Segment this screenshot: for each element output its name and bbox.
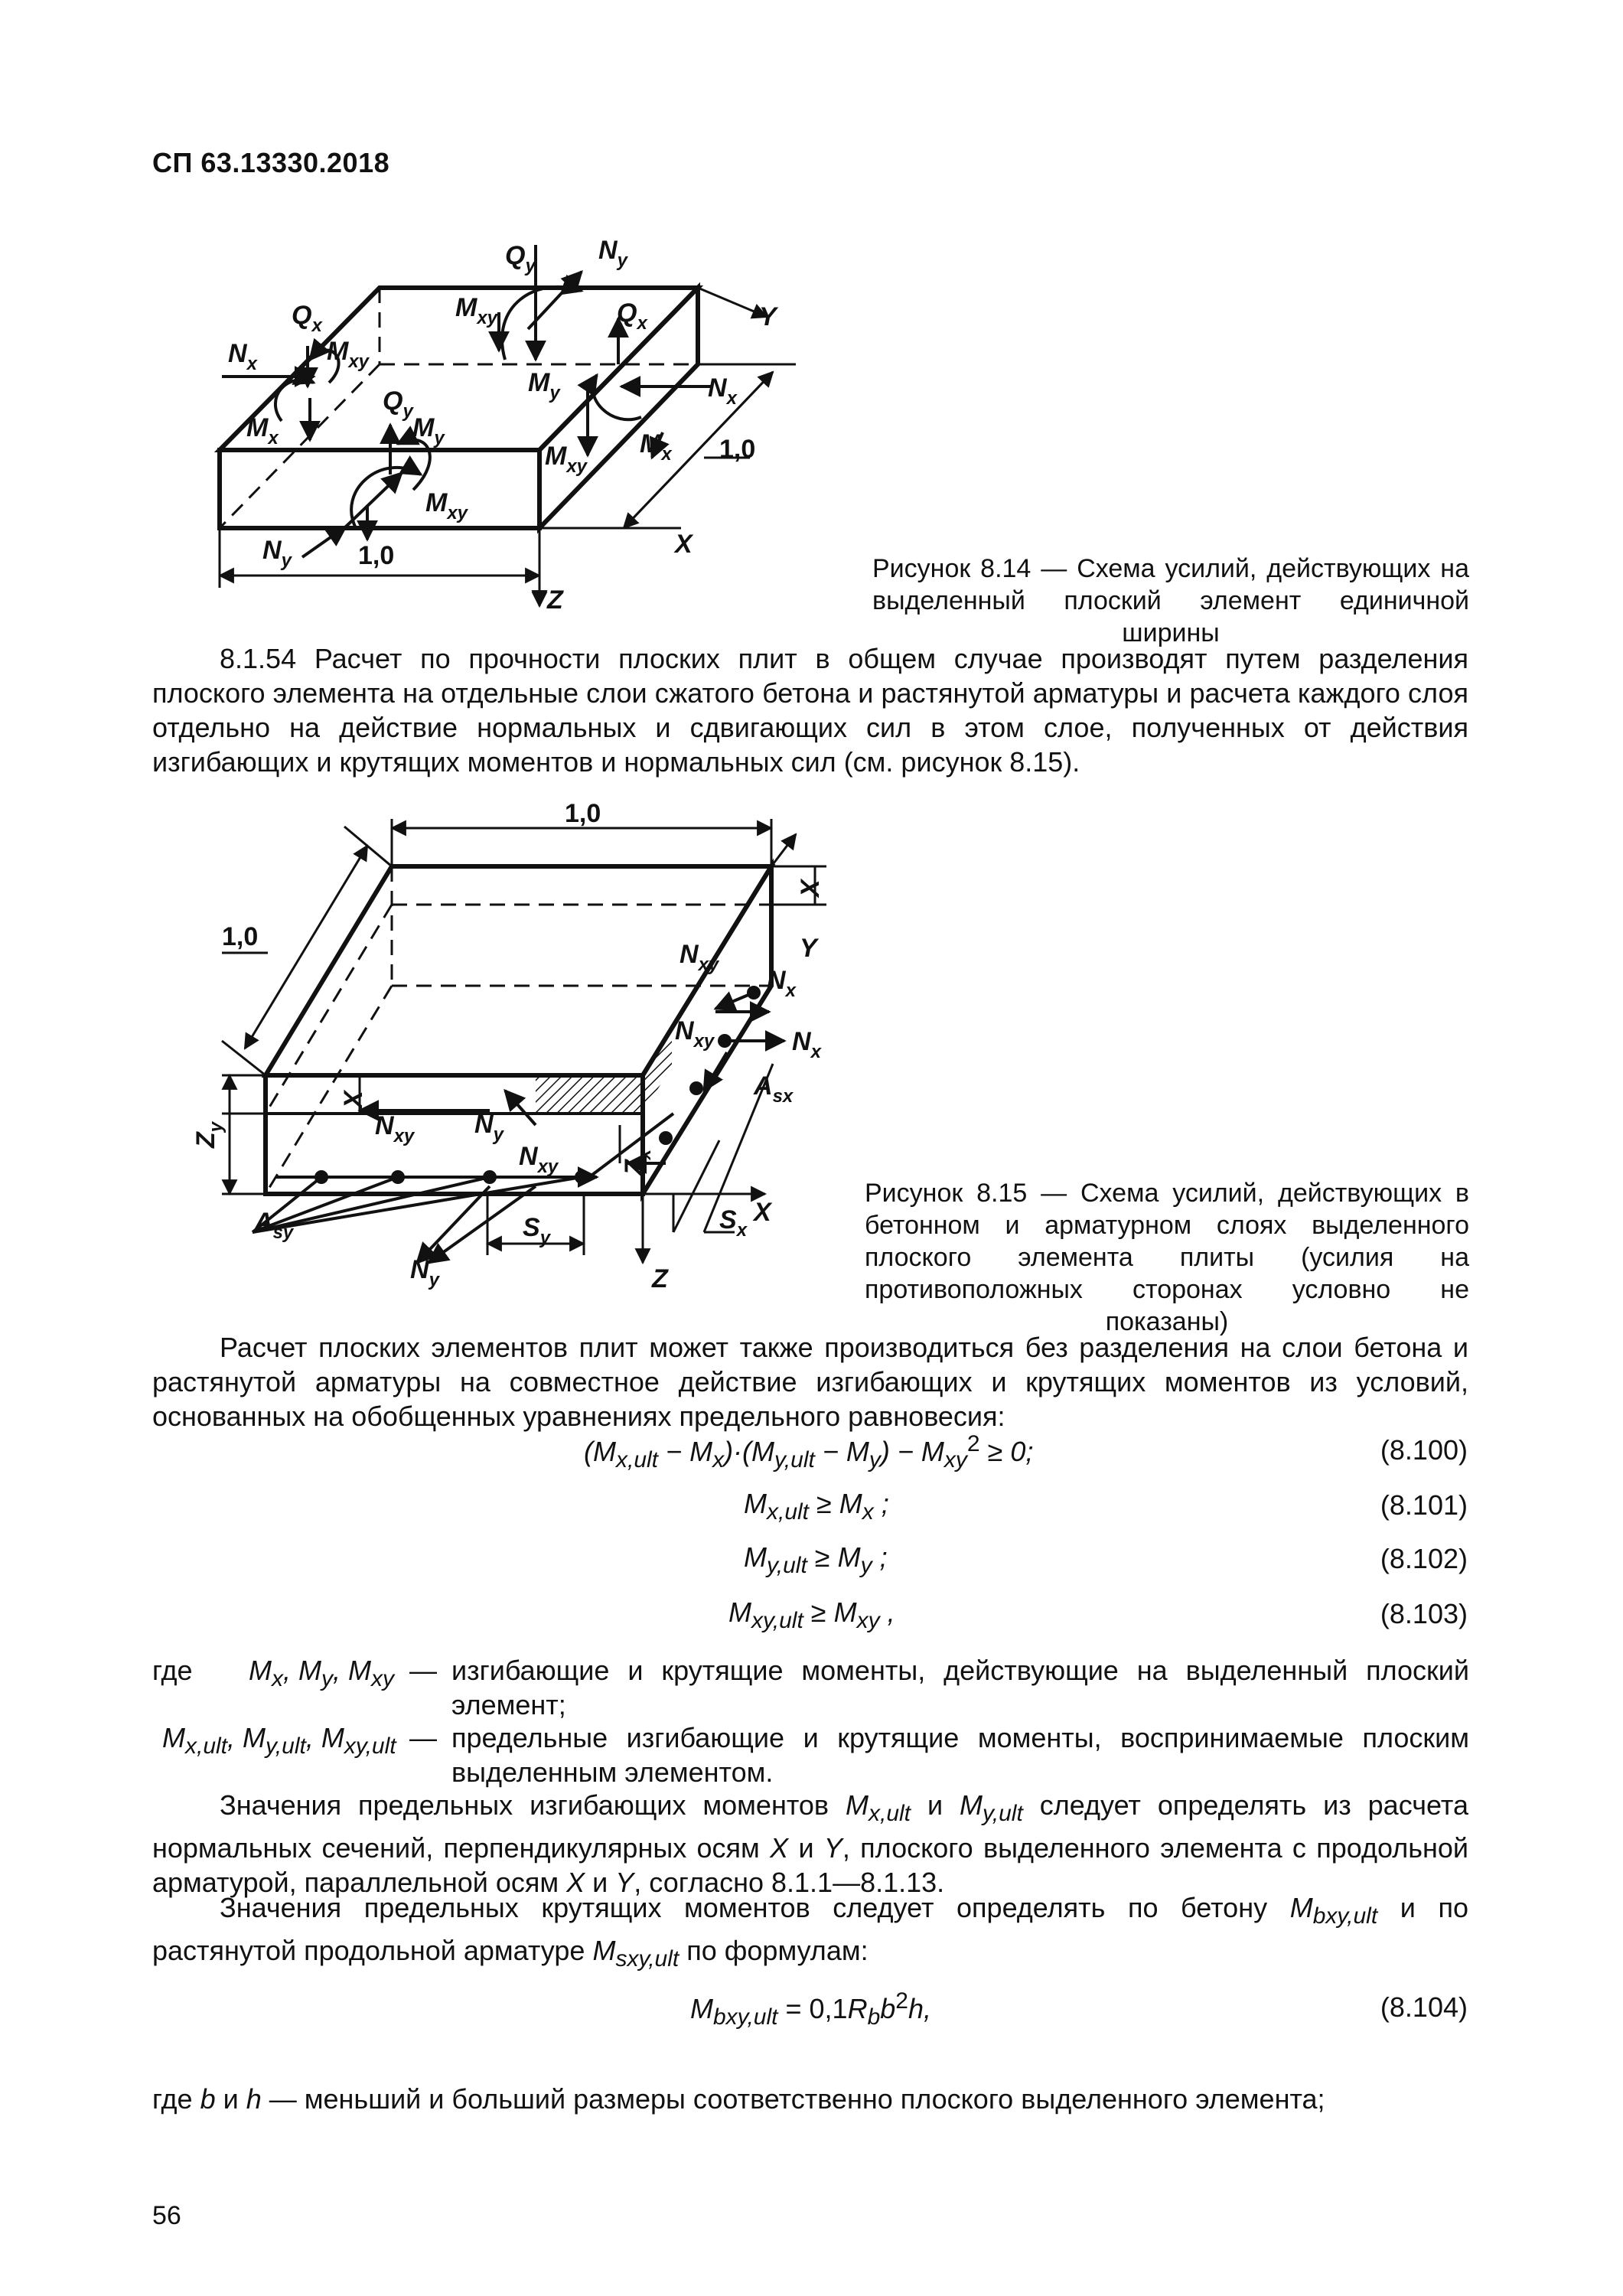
fig814-label-ny-front: $N_y$: [262, 536, 292, 571]
formula-8-102-number: (8.102): [1380, 1543, 1468, 1574]
last-line-definitions: где b и h — меньший и больший размеры соответственно плоского выделенного элемента;: [152, 2083, 1325, 2115]
page-number: 56: [152, 2201, 181, 2230]
formula-8-103-number: (8.103): [1380, 1598, 1468, 1629]
fig815-axis-x: X: [754, 1198, 771, 1227]
fig814-label-qx-left: $Q_x$: [292, 301, 322, 336]
fig815-nx-2: $N_x$: [792, 1027, 821, 1062]
fig814-label-my-top: $M_y$: [528, 368, 560, 403]
fig815-nx-1: $N_x$: [767, 966, 796, 1001]
fig815-asx: $A_{sx}$: [754, 1071, 794, 1107]
fig815-nxy-1: $N_{xy}$: [680, 940, 719, 975]
fig814-label-nx-left: $N_x$: [228, 339, 257, 374]
fig815-zx: $Z_x$: [620, 1149, 655, 1176]
fig815-zy: $Z_y$: [191, 1121, 227, 1148]
fig814-label-mxy-left: $M_{xy}$: [327, 337, 370, 372]
fig815-dim-left: 1,0: [222, 922, 259, 951]
fig814-label-ny-top: $N_y$: [598, 236, 627, 271]
fig814-label-nx-right: $N_x$: [708, 373, 737, 409]
formula-8-103: $M_{xy,ult} \ge M_{xy}$ ,: [728, 1596, 895, 1634]
fig815-x-right: X: [796, 879, 825, 897]
fig814-label-mxy-front: $M_{xy}$: [425, 488, 468, 523]
fig815-asy: $A_{sy}$: [254, 1208, 294, 1243]
fig814-label-mxy-top: $M_{xy}$: [455, 293, 498, 328]
fig814-label-qy-top: $Q_y$: [505, 241, 536, 276]
definition-2-dash: —: [409, 1722, 437, 1753]
front-face: [220, 450, 539, 528]
fig814-label-mxy-right: $M_{xy}$: [545, 442, 588, 477]
formula-8-101: $M_{x,ult} \ge M_x$ ;: [744, 1488, 889, 1525]
fig815-nxy-4: $N_{xy}$: [519, 1142, 559, 1177]
fig814-label-mx-left: $M_x$: [246, 413, 279, 448]
fig814-label-qy-front: $Q_y$: [383, 386, 413, 422]
paragraph-values-torsion: Значения предельных крутящих моментов следует определять по бетону $M_{bxy,ult}$ и по растянутой продольной арматуре $M_{sxy,ult}$ по формулам:: [152, 1892, 1468, 1972]
figure-8-14-diagram: [0, 0, 1623, 628]
fig815-nxy-2: $N_{xy}$: [675, 1016, 715, 1052]
fig814-axis-z: Z: [547, 585, 563, 615]
paragraph-values-limit-moments: Значения предельных изгибающих моментов $M_{x,ult}$ и $M_{y,ult}$ следует определять из расчета нормальных сечений, перпендикулярных осям X и Y, плоского выделенного элемента с продольной арматурой, параллельной осям X и Y, согласно 8.1.1—8.1.13.: [152, 1789, 1468, 1899]
definition-where: где: [152, 1655, 193, 1686]
definition-1-symbols: $M_x$, $M_y$, $M_{xy}$: [249, 1655, 394, 1692]
document-header: СП 63.13330.2018: [152, 147, 390, 178]
definition-2-symbols: $M_{x,ult}$, $M_{y,ult}$, $M_{xy,ult}$: [162, 1722, 396, 1760]
formula-8-104: $M_{bxy,ult} = 0,1R_bb^2h$,: [690, 1988, 932, 2030]
fig815-ny-1: $N_y$: [474, 1110, 504, 1145]
figure-8-15-caption: Рисунок 8.15 — Схема усилий, действующих в бетонном и арматурном слоях выделенного плоского элемента плиты (усилия на противоположных сторонах условно не показаны): [865, 1179, 1469, 1336]
fig815-sx: $S_x$: [719, 1205, 748, 1241]
definition-1-text: изгибающие и крутящие моменты, действующие на выделенный плоский элемент;: [451, 1655, 1469, 1720]
fig815-dim-top: 1,0: [565, 804, 601, 828]
formula-8-102: $M_{y,ult} \ge M_y$ ;: [744, 1541, 888, 1579]
fig815-axis-z: Z: [652, 1264, 668, 1293]
fig814-label-my-front: $M_y$: [412, 413, 445, 448]
formula-8-100-number: (8.100): [1380, 1434, 1468, 1466]
paragraph-general: Расчет плоских элементов плит может также производиться без разделения на слои бетона и растянутой арматуры на совместное действие изгибающих и крутящих моментов из условий, основанных на обобщенных уравнениях предельного равновесия:: [152, 1332, 1468, 1432]
formula-8-100: $(M_{x,ult} - M_x)\cdot(M_{y,ult} - M_y) - M_{xy}^2 \ge 0$;: [584, 1431, 1034, 1473]
fig815-x-left: X: [339, 1091, 368, 1108]
fig814-label-qx-right: $Q_x$: [617, 298, 647, 334]
figure-8-14-caption: Рисунок 8.14 — Схема усилий, действующих на выделенный плоский элемент единичной ширины: [872, 554, 1469, 647]
fig814-axis-y: Y: [759, 302, 777, 331]
fig815-sy: $S_y$: [523, 1213, 551, 1248]
fig814-axis-x: X: [675, 530, 693, 559]
fig815-axis-y: Y: [800, 934, 817, 963]
paragraph-8-1-54: 8.1.54 Расчет по прочности плоских плит в общем случае производят путем разделения плоского элемента на отдельные слои сжатого бетона и растянутой арматуры и расчета каждого слоя отдельно на действие нормальных и сдвигающих сил в этом слое, полученных от действия изгибающих и крутящих моментов и нормальных сил (см. рисунок 8.15).: [152, 643, 1468, 778]
fig815-ny-2: $N_y$: [410, 1255, 439, 1290]
definition-1-dash: —: [409, 1655, 437, 1686]
formula-8-101-number: (8.101): [1380, 1489, 1468, 1521]
fig815-nxy-3: $N_{xy}$: [375, 1111, 415, 1146]
fig814-dim-width: 1,0: [358, 541, 395, 570]
formula-8-104-number: (8.104): [1380, 1991, 1468, 2023]
fig814-label-mx-right: $M_x$: [640, 429, 672, 465]
definition-2-text: предельные изгибающие и крутящие моменты, воспринимаемые плоским выделенным элементом.: [451, 1722, 1469, 1788]
fig814-dim-depth: 1,0: [719, 435, 756, 464]
